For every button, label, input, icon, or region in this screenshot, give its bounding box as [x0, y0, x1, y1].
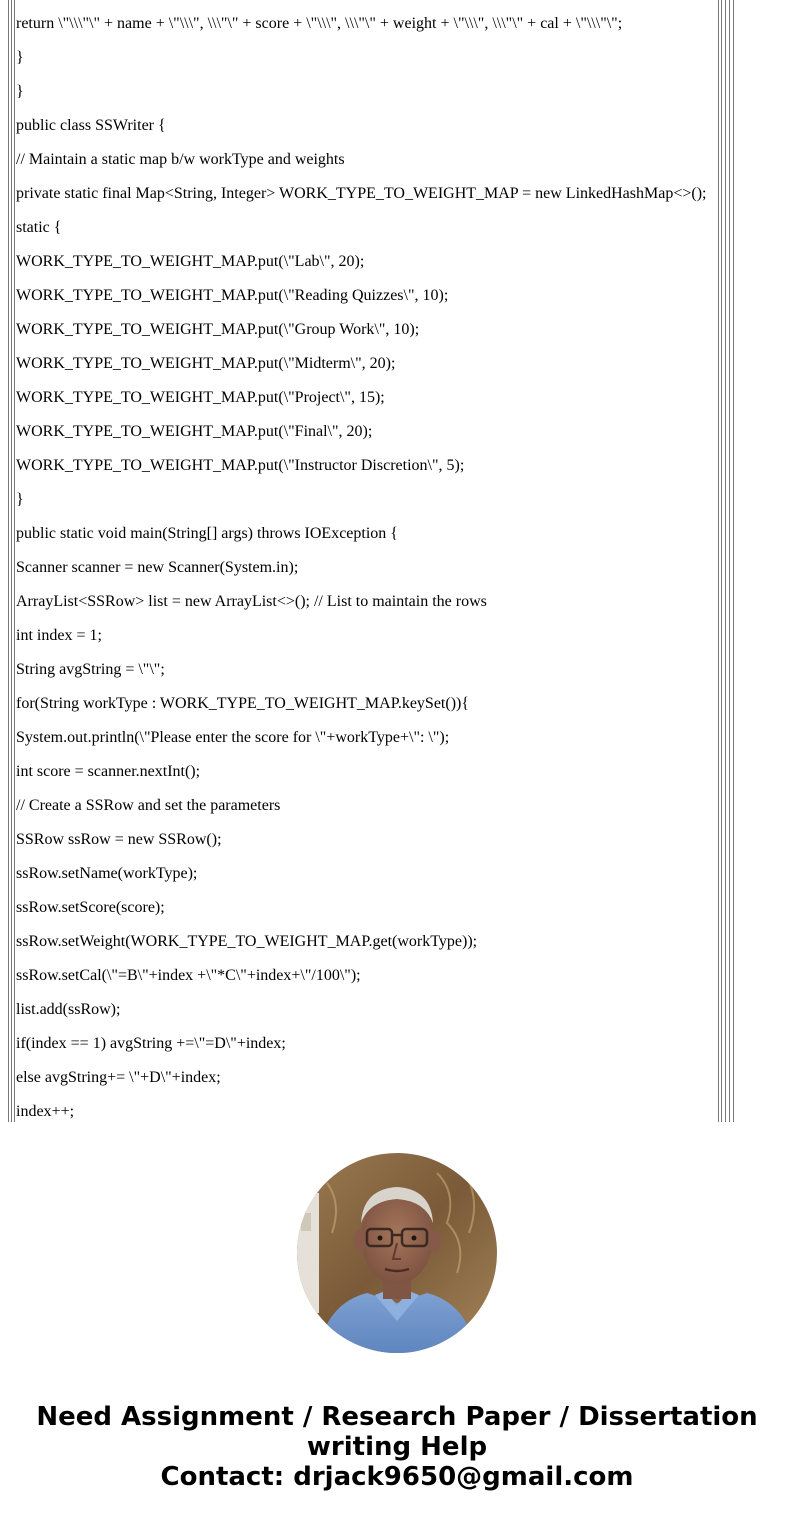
code-line: public static void main(String[] args) throws IOException { — [16, 525, 398, 542]
code-line: ssRow.setScore(score); — [16, 899, 165, 916]
code-line: public class SSWriter { — [16, 117, 166, 134]
code-line: Scanner scanner = new Scanner(System.in); — [16, 559, 299, 576]
table-border-right-5 — [733, 0, 734, 1122]
table-border-left-2 — [11, 0, 12, 1122]
code-line: static { — [16, 219, 62, 236]
code-line: WORK_TYPE_TO_WEIGHT_MAP.put(\"Group Work\", 10); — [16, 321, 420, 338]
code-line: // Create a SSRow and set the parameters — [16, 797, 281, 814]
code-line: if(index == 1) avgString +=\"=D\"+index; — [16, 1035, 286, 1052]
code-line: ssRow.setName(workType); — [16, 865, 198, 882]
promo-line-1: Need Assignment / Research Paper / Dissertation — [36, 1402, 758, 1432]
code-line: for(String workType : WORK_TYPE_TO_WEIGHT_MAP.keySet()){ — [16, 695, 470, 712]
code-line: WORK_TYPE_TO_WEIGHT_MAP.put(\"Reading Quizzes\", 10); — [16, 287, 449, 304]
code-line: SSRow ssRow = new SSRow(); — [16, 831, 222, 848]
code-panel — [8, 0, 734, 1122]
code-line: // Maintain a static map b/w workType and weights — [16, 151, 345, 168]
table-border-right-2 — [721, 0, 722, 1122]
code-line: private static final Map<String, Integer> WORK_TYPE_TO_WEIGHT_MAP = new LinkedHashMap<>(); — [16, 185, 707, 202]
code-line: ssRow.setCal(\"=B\"+index +\"*C\"+index+\"/100\"); — [16, 967, 361, 984]
promo-banner — [0, 1402, 794, 1492]
promo-contact[interactable]: Contact: drjack9650@gmail.com — [160, 1462, 634, 1492]
table-border-right-1 — [718, 0, 719, 1122]
code-line: } — [16, 49, 24, 66]
code-listing — [16, 0, 716, 1122]
code-line: } — [16, 83, 24, 100]
code-line: WORK_TYPE_TO_WEIGHT_MAP.put(\"Lab\", 20); — [16, 253, 365, 270]
table-border-right-3 — [725, 0, 726, 1122]
code-line: String avgString = \"\"; — [16, 661, 165, 678]
code-line: WORK_TYPE_TO_WEIGHT_MAP.put(\"Project\", 15); — [16, 389, 385, 406]
code-line — [16, 0, 716, 7]
code-line: WORK_TYPE_TO_WEIGHT_MAP.put(\"Final\", 20); — [16, 423, 373, 440]
code-line: else avgString+= \"+D\"+index; — [16, 1069, 221, 1086]
code-line: System.out.println(\"Please enter the score for \"+workType+\": \"); — [16, 729, 450, 746]
code-line: WORK_TYPE_TO_WEIGHT_MAP.put(\"Instructor Discretion\", 5); — [16, 457, 465, 474]
person-portrait-icon — [297, 1153, 497, 1353]
code-line: int score = scanner.nextInt(); — [16, 763, 201, 780]
code-line: list.add(ssRow); — [16, 1001, 121, 1018]
table-border-left-1 — [8, 0, 9, 1122]
code-line: WORK_TYPE_TO_WEIGHT_MAP.put(\"Midterm\", 20); — [16, 355, 396, 372]
code-line: ssRow.setWeight(WORK_TYPE_TO_WEIGHT_MAP.get(workType)); — [16, 933, 478, 950]
avatar — [297, 1153, 497, 1353]
code-line: ArrayList<SSRow> list = new ArrayList<>(); // List to maintain the rows — [16, 593, 487, 610]
code-line: index++; — [16, 1103, 75, 1120]
code-line: return \"\\\"\" + name + \"\\\", \\\"\" + score + \"\\\", \\\"\" + weight + \"\\\", \\\"\" + cal + \"\\\"\"; — [16, 15, 623, 32]
table-border-right-4 — [729, 0, 730, 1122]
table-border-left-3 — [14, 0, 15, 1122]
promo-line-2: writing Help — [306, 1432, 488, 1462]
code-line: int index = 1; — [16, 627, 102, 644]
code-line: } — [16, 491, 24, 508]
